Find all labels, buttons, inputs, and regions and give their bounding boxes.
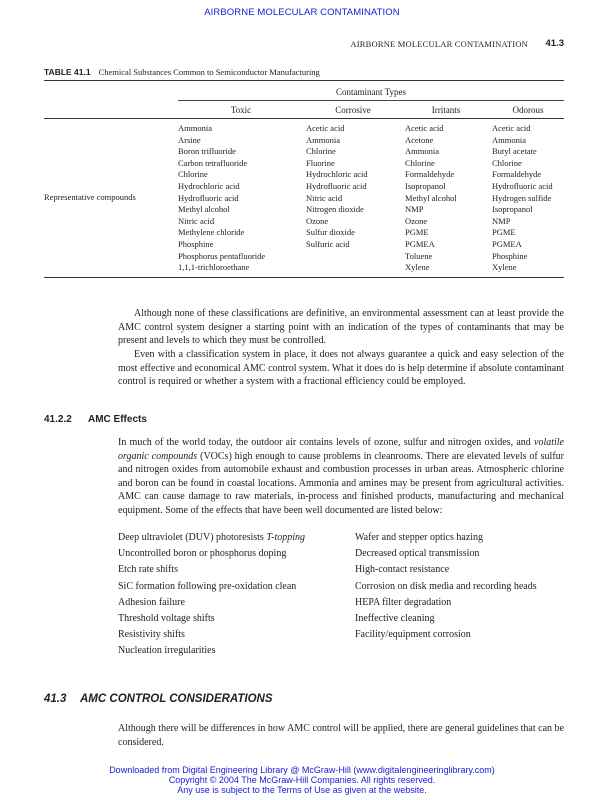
table-cell: Chlorine [492, 157, 522, 168]
paragraph-1: Although none of these classifications are definitive, an environmental assessment can at least provide the AMC control system designer a starting point with an indication of the types of contaminants that may be present and levels to which they must be controlled. [118, 308, 564, 347]
list-item: Decreased optical transmission [355, 548, 480, 560]
table-cell: Arsine [178, 134, 201, 145]
list-item: Resistivity shifts [118, 629, 185, 641]
table-cell: Ammonia [306, 134, 340, 145]
top-banner: AIRBORNE MOLECULAR CONTAMINATION [204, 7, 400, 18]
table-cell: Xylene [492, 262, 517, 273]
section-number: 41.3 [44, 693, 67, 705]
effects-list-left [118, 530, 305, 660]
row-label: Representative compounds [44, 192, 136, 202]
table-cell: Acetic acid [405, 123, 444, 133]
list-item: Threshold voltage shifts [118, 613, 215, 625]
table-cell: Butyl acetate [492, 146, 537, 157]
table-group-rule [178, 100, 564, 101]
table-cell: Carbon tetrafluoride [178, 157, 248, 168]
list-item: Etch rate shifts [118, 564, 178, 576]
table-cell: Phosphine [492, 250, 528, 261]
paragraph-4: Although there will be differences in how AMC control will be applied, there are general guidelines that can be considered. [118, 723, 564, 748]
list-item: Corrosion on disk media and recording heads [355, 580, 537, 592]
table-cell: Methyl alcohol [405, 192, 457, 203]
table-cell: NMP [405, 204, 424, 215]
section-title: AMC CONTROL CONSIDERATIONS [80, 693, 273, 705]
column-corrosive [306, 123, 368, 251]
list-item: High-contact resistance [355, 564, 450, 576]
table-cell: Ammonia [492, 134, 526, 145]
table-top-rule [44, 80, 564, 81]
table-cell: Nitric acid [306, 192, 343, 203]
table-cell: Formaldehyde [405, 169, 455, 180]
column-odorous [492, 123, 553, 274]
table-cell: Ozone [306, 215, 329, 226]
table-cell: Chlorine [178, 169, 208, 180]
table-caption [44, 67, 320, 77]
table-cell: Hydrofluoric acid [492, 180, 553, 191]
footer-terms: Any use is subject to the Terms of Use as given at the website. [177, 785, 427, 795]
table-cell: Chlorine [306, 146, 336, 157]
table-cell: Chlorine [405, 157, 435, 168]
list-item: SiC formation following pre-oxidation clean [118, 580, 297, 592]
table-cell: Nitric acid [178, 215, 215, 226]
table-cell: Fluorine [306, 157, 335, 168]
table-cell: Isopropanol [405, 180, 446, 191]
list-item: Wafer and stepper optics hazing [355, 532, 484, 543]
paragraph-2: Even with a classification system in place, it does not always guarantee a quick and easy selection of the most effective and economical AMC control system. What it does do is help determine if absolute contaminant control is required or whether a system with a fractional efficiency could be employed. [118, 349, 564, 388]
table-cell: 1,1,1-trichloroethane [178, 262, 250, 273]
table-cell: PGME [492, 227, 516, 238]
section-heading-41-2-2 [44, 414, 147, 425]
table-cell: Ozone [405, 215, 428, 226]
table-cell: Boron trifluoride [178, 146, 236, 157]
table-cell: Ammonia [405, 146, 439, 157]
table-cell: Phosphorus pentafluoride [178, 250, 266, 261]
paragraph-3 [118, 436, 564, 518]
table-cell: Acetic acid [306, 123, 345, 133]
column-header-toxic: Toxic [230, 105, 252, 115]
list-item: Adhesion failure [118, 596, 185, 608]
table-cell: Ammonia [178, 123, 212, 133]
section-title: AMC Effects [88, 414, 147, 425]
list-item: Deep ultraviolet (DUV) photoresists T-topping [118, 532, 306, 543]
table-cell: Hydrochloric acid [178, 180, 240, 191]
page-number: 41.3 [545, 38, 564, 49]
list-item: Uncontrolled boron or phosphorus doping [118, 548, 287, 560]
table-cell: Hydrogen sulfide [492, 192, 552, 203]
running-head [44, 38, 564, 50]
footer [0, 765, 604, 795]
table-cell: Sulfur dioxide [306, 227, 355, 238]
table-cell: Nitrogen dioxide [306, 204, 364, 215]
effects-list-right [355, 530, 537, 643]
table-cell: Hydrofluoric acid [306, 180, 367, 191]
paragraph-3-italic: volatile organic compounds [118, 437, 564, 462]
table-cell: Formaldehyde [492, 169, 542, 180]
section-number: 41.2.2 [44, 414, 72, 425]
table-label: TABLE 41.1 [44, 67, 91, 77]
table-header-rule [44, 118, 564, 119]
list-item: HEPA filter degradation [355, 596, 452, 608]
table-cell: Hydrochloric acid [306, 169, 368, 180]
table-cell: Methyl alcohol [178, 204, 230, 215]
table-cell: Phosphine [178, 238, 214, 249]
column-toxic [178, 123, 265, 274]
table-cell: Hydrofluoric acid [178, 192, 239, 203]
running-head-title: AIRBORNE MOLECULAR CONTAMINATION [350, 39, 528, 49]
column-irritants [405, 123, 457, 274]
table-cell: Acetone [405, 134, 434, 145]
list-item: Facility/equipment corrosion [355, 629, 471, 641]
column-header-odorous: Odorous [512, 105, 544, 115]
table-bottom-rule [44, 277, 564, 278]
table-cell: Acetic acid [492, 123, 531, 133]
table-caption-text: Chemical Substances Common to Semiconductor Manufacturing [98, 67, 320, 77]
column-header-corrosive: Corrosive [335, 105, 371, 115]
table-cell: Xylene [405, 262, 430, 273]
table-cell: PGMEA [492, 238, 522, 249]
column-header-irritants: Irritants [431, 105, 461, 115]
list-item: Nucleation irregularities [118, 645, 216, 657]
table-cell: NMP [492, 215, 511, 226]
table-cell: Isopropanol [492, 204, 533, 215]
list-item: Ineffective cleaning [355, 613, 435, 625]
footer-download-link[interactable]: Downloaded from Digital Engineering Library @ McGraw-Hill (www.digitalengineeringlibrary.com) [109, 765, 495, 775]
table-cell: PGME [405, 227, 429, 238]
table-cell: PGMEA [405, 238, 435, 249]
table-cell: Toluene [405, 250, 433, 261]
table-cell: Methylene chloride [178, 227, 245, 238]
table-group-header: Contaminant Types [336, 87, 406, 97]
table-cell: Sulfuric acid [306, 238, 350, 249]
footer-copyright: Copyright © 2004 The McGraw-Hill Companies. All rights reserved. [168, 775, 436, 785]
paragraph-3-text-continued: (VOCs) high enough to cause problems in cleanrooms. There are elevated levels of sulfur and nitrogen oxides from automobile exhaust and combustion processes in urban areas. Atmospheric chlorine and boron can be found in coastal locations. Ammonia and amines may be present from agricultural activities. AMC can cause damage to raw materials, in-process and finished products, manufacturing and mechanical equipment. Some of the effects that have been well documented are listed below: [118, 450, 564, 516]
section-heading-41-3 [44, 693, 273, 705]
paragraph-3-text: In much of the world today, the outdoor air contains levels of ozone, sulfur and nitrogen oxides, and [118, 437, 534, 448]
